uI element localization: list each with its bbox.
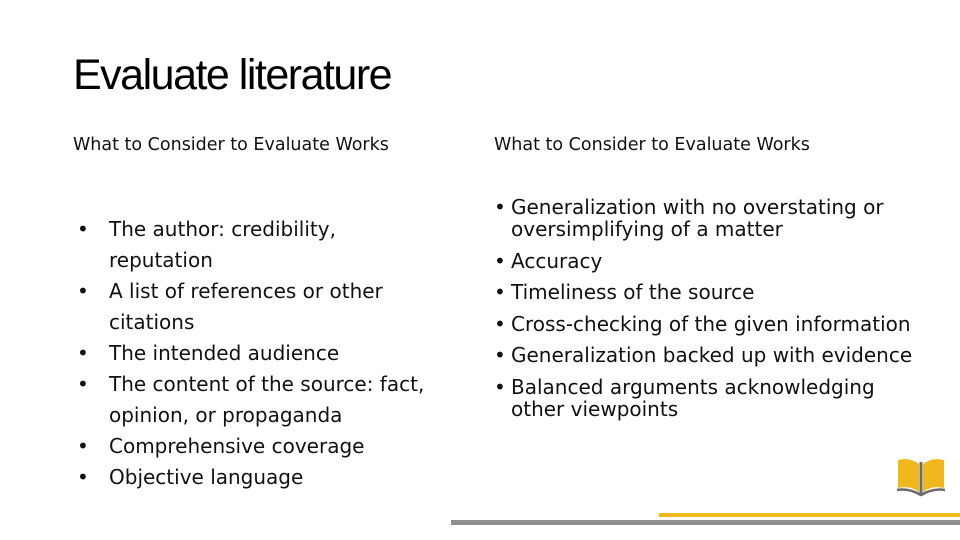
list-item-text: Generalization backed up with evidence — [511, 343, 913, 367]
list-item — [494, 376, 914, 420]
list-item-text: Cross-checking of the given information — [511, 311, 911, 336]
open-book-icon — [896, 452, 946, 500]
list-item — [494, 250, 914, 272]
bullet-marker: • — [494, 248, 506, 273]
bullet-marker: • — [77, 372, 89, 396]
slide-title: Evaluate literature — [73, 51, 392, 99]
list-item — [494, 196, 914, 240]
list-item — [494, 313, 914, 335]
bullet-marker: • — [77, 434, 89, 458]
list-item-text: The author: credibility, reputation — [109, 217, 336, 272]
list-item-text: Balanced arguments acknowledging other viewpoints — [511, 374, 875, 421]
bullet-marker: • — [77, 465, 89, 489]
bullet-marker: • — [77, 217, 89, 241]
bullet-marker: • — [494, 311, 506, 336]
accent-rule — [659, 513, 960, 517]
right-column-heading: What to Consider to Evaluate Works — [494, 135, 810, 155]
list-item-text: Timeliness of the source — [511, 280, 755, 304]
bullet-marker: • — [494, 195, 506, 219]
left-bullet-list — [73, 214, 445, 493]
bullet-marker: • — [494, 280, 506, 304]
list-item-text: The content of the source: fact, opinion, or propaganda — [109, 372, 425, 427]
list-item — [494, 281, 914, 303]
list-item-text: Generalization with no overstating or oversimplifying of a matter — [511, 195, 884, 241]
left-column-heading: What to Consider to Evaluate Works — [73, 135, 389, 155]
list-item — [73, 431, 445, 462]
list-item — [494, 344, 914, 366]
list-item-text: A list of references or other citations — [109, 279, 383, 334]
list-item-text: Objective language — [109, 465, 304, 489]
list-item-text: Accuracy — [511, 248, 603, 273]
bullet-marker: • — [77, 279, 89, 303]
footer-rule — [451, 520, 960, 525]
list-item-text: The intended audience — [109, 341, 340, 365]
list-item — [73, 276, 445, 338]
bullet-marker: • — [77, 341, 89, 365]
bullet-marker: • — [494, 374, 506, 399]
list-item — [73, 214, 445, 276]
right-bullet-list — [494, 196, 914, 429]
list-item — [73, 462, 445, 493]
list-item-text: Comprehensive coverage — [109, 434, 365, 458]
list-item — [73, 338, 445, 369]
bullet-marker: • — [494, 343, 506, 367]
list-item — [73, 369, 445, 431]
